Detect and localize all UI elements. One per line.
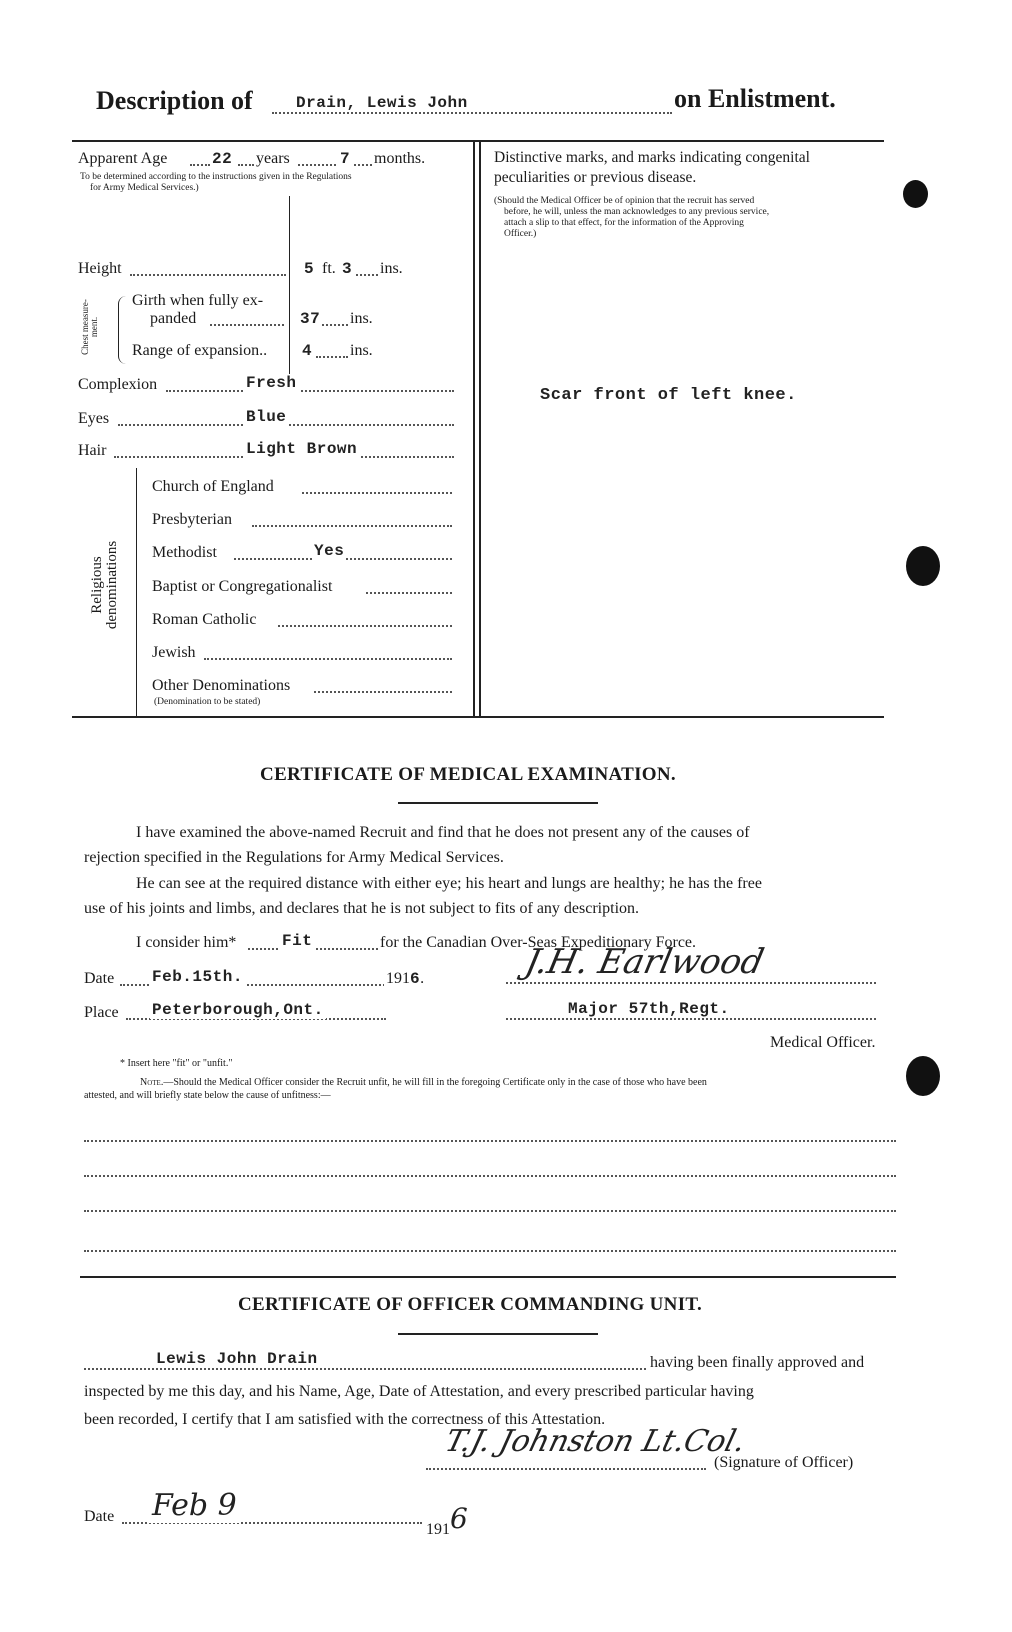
religion-item (152, 511, 457, 533)
commanding-line-2: inspected by me this day, and his Name, Age, Date of Attestation, and every prescribed particular having (84, 1383, 754, 1400)
recruit-name: Drain, Lewis John (296, 94, 468, 112)
commanding-date-row (84, 1488, 514, 1538)
medical-year-prefix: 191 (386, 970, 410, 987)
age-months-value: 7 (340, 150, 351, 168)
eyes-row (78, 410, 458, 432)
commanding-date-label: Date (84, 1508, 115, 1525)
commanding-certificate-heading: CERTIFICATE OF OFFICER COMMANDING UNIT. (237, 1294, 703, 1315)
girth-unit: ins. (350, 310, 373, 327)
commanding-heading-rule (398, 1333, 598, 1335)
commanding-year (426, 1502, 468, 1541)
height-in-value: 3 (342, 260, 353, 278)
girth-value: 37 (300, 310, 321, 328)
medical-paragraph-1 (84, 819, 914, 871)
girth-row (132, 292, 462, 336)
header-name-line (272, 112, 672, 114)
height-label: Height (78, 260, 122, 277)
medical-note (84, 1076, 904, 1102)
height-row (78, 260, 458, 282)
commanding-year-digit: 6 (450, 1502, 468, 1535)
marks-note-line-3: attach a slip to that effect, for the information of the Approving (504, 218, 744, 228)
commanding-line-1 (84, 1350, 914, 1378)
rank-dots (506, 1018, 876, 1020)
column-divider-2 (479, 140, 481, 717)
religion-brace (136, 468, 143, 716)
ft-label: ft. (322, 260, 336, 277)
religion-side-text (90, 515, 120, 655)
unfitness-line-1[interactable] (84, 1140, 896, 1142)
medical-heading-rule (398, 802, 598, 804)
form-header (96, 84, 866, 120)
religion-dots (278, 625, 452, 627)
signature-dots (506, 982, 876, 984)
years-label: years (256, 150, 290, 167)
marks-heading-line-2: peculiarities or previous disease. (494, 169, 697, 186)
complexion-label: Complexion (78, 376, 158, 393)
medical-date-row (84, 970, 454, 994)
ins-label: ins. (380, 260, 403, 277)
hair-value: Light Brown (246, 440, 358, 458)
unfitness-line-4[interactable] (84, 1250, 896, 1252)
religion-dots (252, 525, 452, 527)
binder-hole-bottom (906, 1056, 940, 1096)
medical-date-label: Date (84, 970, 115, 987)
note-label: Note. (140, 1077, 164, 1088)
medical-year: 1916. (386, 970, 425, 988)
religion-label: Other Denominations (152, 677, 291, 694)
religion-side-label (70, 520, 140, 650)
medical-date-value: Feb.15th. (152, 968, 243, 986)
medical-officer-rank: Major 57th,Regt. (568, 1000, 730, 1018)
complexion-value: Fresh (246, 374, 297, 392)
range-unit: ins. (350, 342, 373, 359)
eyes-value: Blue (246, 408, 287, 426)
table-bottom-border (72, 716, 884, 718)
medical-officer-signature: J.H. Earlwood (521, 942, 768, 982)
medical-note-line-2: attested, and will briefly state below the cause of unfitness:— (84, 1090, 331, 1101)
header-suffix: on Enlistment. (674, 84, 836, 113)
religion-dots (366, 592, 452, 594)
distinctive-marks-value: Scar front of left knee. (540, 386, 797, 405)
medical-officer-label: Medical Officer. (770, 1034, 876, 1051)
commanding-recruit-name: Lewis John Drain (156, 1350, 318, 1368)
age-note-line-2: for Army Medical Services.) (90, 183, 199, 193)
complexion-dots (166, 390, 454, 392)
consider-prefix: I consider him* (136, 934, 237, 951)
commanding-date-value: Feb 9 (148, 1488, 241, 1523)
girth-label-2: panded (150, 310, 197, 327)
religion-item (152, 611, 457, 633)
girth-dots (210, 324, 284, 326)
commanding-name-dots (84, 1368, 646, 1370)
marks-note-line-1: (Should the Medical Officer be of opinion that the recruit has served (494, 196, 755, 206)
commanding-year-prefix: 191 (426, 1521, 450, 1538)
header-prefix: Description of (96, 86, 253, 115)
range-value: 4 (302, 342, 313, 360)
age-dots-3 (298, 164, 336, 166)
months-label: months. (374, 150, 426, 167)
marks-heading-line-1: Distinctive marks, and marks indicating congenital (494, 149, 810, 166)
medical-note-line-1 (84, 1076, 904, 1089)
commanding-signature-line (426, 1424, 896, 1494)
complexion-row (78, 376, 458, 398)
range-label: Range of expansion.. (132, 342, 268, 359)
girth-label-1: Girth when fully ex- (132, 292, 264, 309)
religion-methodist-value: Yes (314, 542, 345, 560)
medical-para1-line2: rejection specified in the Regulations for Army Medical Services. (84, 849, 504, 866)
section-divider (80, 1276, 896, 1278)
commanding-officer-signature: T.J. Johnston Lt.Col. (441, 1424, 750, 1459)
marks-note (494, 196, 879, 240)
religion-label: Roman Catholic (152, 611, 257, 628)
unfitness-line-2[interactable] (84, 1175, 896, 1177)
signature-of-officer-label: (Signature of Officer) (714, 1454, 854, 1471)
apparent-age-label: Apparent Age (78, 150, 168, 167)
religion-label: Methodist (152, 544, 217, 561)
age-note (80, 172, 460, 194)
religion-item (152, 578, 457, 600)
binder-hole-top (903, 180, 928, 208)
eyes-label: Eyes (78, 410, 110, 427)
age-dots-4 (354, 164, 372, 166)
range-dots (316, 356, 348, 358)
religion-label: Presbyterian (152, 511, 232, 528)
medical-place-label: Place (84, 1004, 119, 1021)
unfitness-line-3[interactable] (84, 1210, 896, 1212)
medical-paragraph-2 (84, 870, 914, 922)
religion-dots (314, 691, 452, 693)
religion-item (152, 644, 457, 666)
religion-item (152, 544, 457, 566)
girth-dots-2 (322, 324, 348, 326)
commanding-line-3: been recorded, I certify that I am satisfied with the correctness of this Attestation. (84, 1411, 606, 1428)
religion-dots (204, 658, 452, 660)
religion-item (152, 677, 457, 699)
commanding-signature-dots (426, 1468, 706, 1470)
distinctive-marks-section (494, 148, 879, 240)
commanding-line1-suffix: having been finally approved and (650, 1354, 865, 1371)
medical-place-value: Peterborough,Ont. (152, 1001, 324, 1019)
medical-para2-line2: use of his joints and limbs, and declares that he is not subject to fits of any description. (84, 900, 640, 917)
binder-hole-middle (906, 546, 940, 586)
religion-label: Church of England (152, 478, 274, 495)
medical-rank-row (506, 1000, 886, 1028)
religion-side-label-1: Religious (89, 556, 105, 614)
medical-certificate-heading: CERTIFICATE OF MEDICAL EXAMINATION. (260, 764, 676, 785)
chest-brace (118, 296, 127, 364)
consider-suffix: for the Canadian Over-Seas Expeditionary Force. (380, 934, 697, 951)
age-dots-2 (238, 164, 254, 166)
religion-side-label-2: denominations (104, 540, 120, 630)
insert-note: * Insert here "fit" or "unfit." (120, 1058, 233, 1069)
height-ft-value: 5 (304, 260, 315, 278)
medical-place-row (84, 1001, 454, 1028)
note-text-1: —Should the Medical Officer consider the Recruit unfit, he will fill in the foregoing Certificate only in the case of those who have been (163, 1077, 707, 1088)
medical-para1-line1: I have examined the above-named Recruit and find that he does not present any of the causes of (136, 824, 750, 841)
height-dots-2 (356, 274, 378, 276)
religion-item (152, 478, 457, 500)
range-row (132, 342, 462, 364)
marks-note-line-2: before, he will, unless the man acknowledges to any previous service, (504, 207, 770, 217)
hair-label: Hair (78, 442, 107, 459)
chest-side-label (70, 300, 110, 360)
medical-para2-line1: He can see at the required distance with either eye; his heart and lungs are healthy; he has the free (136, 875, 762, 892)
column-divider (473, 140, 475, 717)
age-dots-1 (190, 164, 210, 166)
fitness-value: Fit (282, 932, 313, 950)
chest-label: Chest measure- ment. (80, 299, 99, 355)
religion-label: Jewish (152, 644, 196, 661)
denomination-note: (Denomination to be stated) (154, 697, 261, 707)
religion-dots (302, 492, 452, 494)
height-dots (130, 274, 286, 276)
hair-row (78, 442, 458, 464)
apparent-age-row (78, 150, 458, 172)
religion-label: Baptist or Congregationalist (152, 578, 333, 595)
age-note-line-1: To be determined according to the instructions given in the Regulations (80, 172, 352, 182)
table-top-border (72, 140, 884, 142)
medical-year-digit: 6 (410, 970, 421, 988)
consider-row (136, 934, 896, 958)
age-years-value: 22 (212, 150, 233, 168)
marks-note-line-4: Officer.) (504, 229, 537, 239)
